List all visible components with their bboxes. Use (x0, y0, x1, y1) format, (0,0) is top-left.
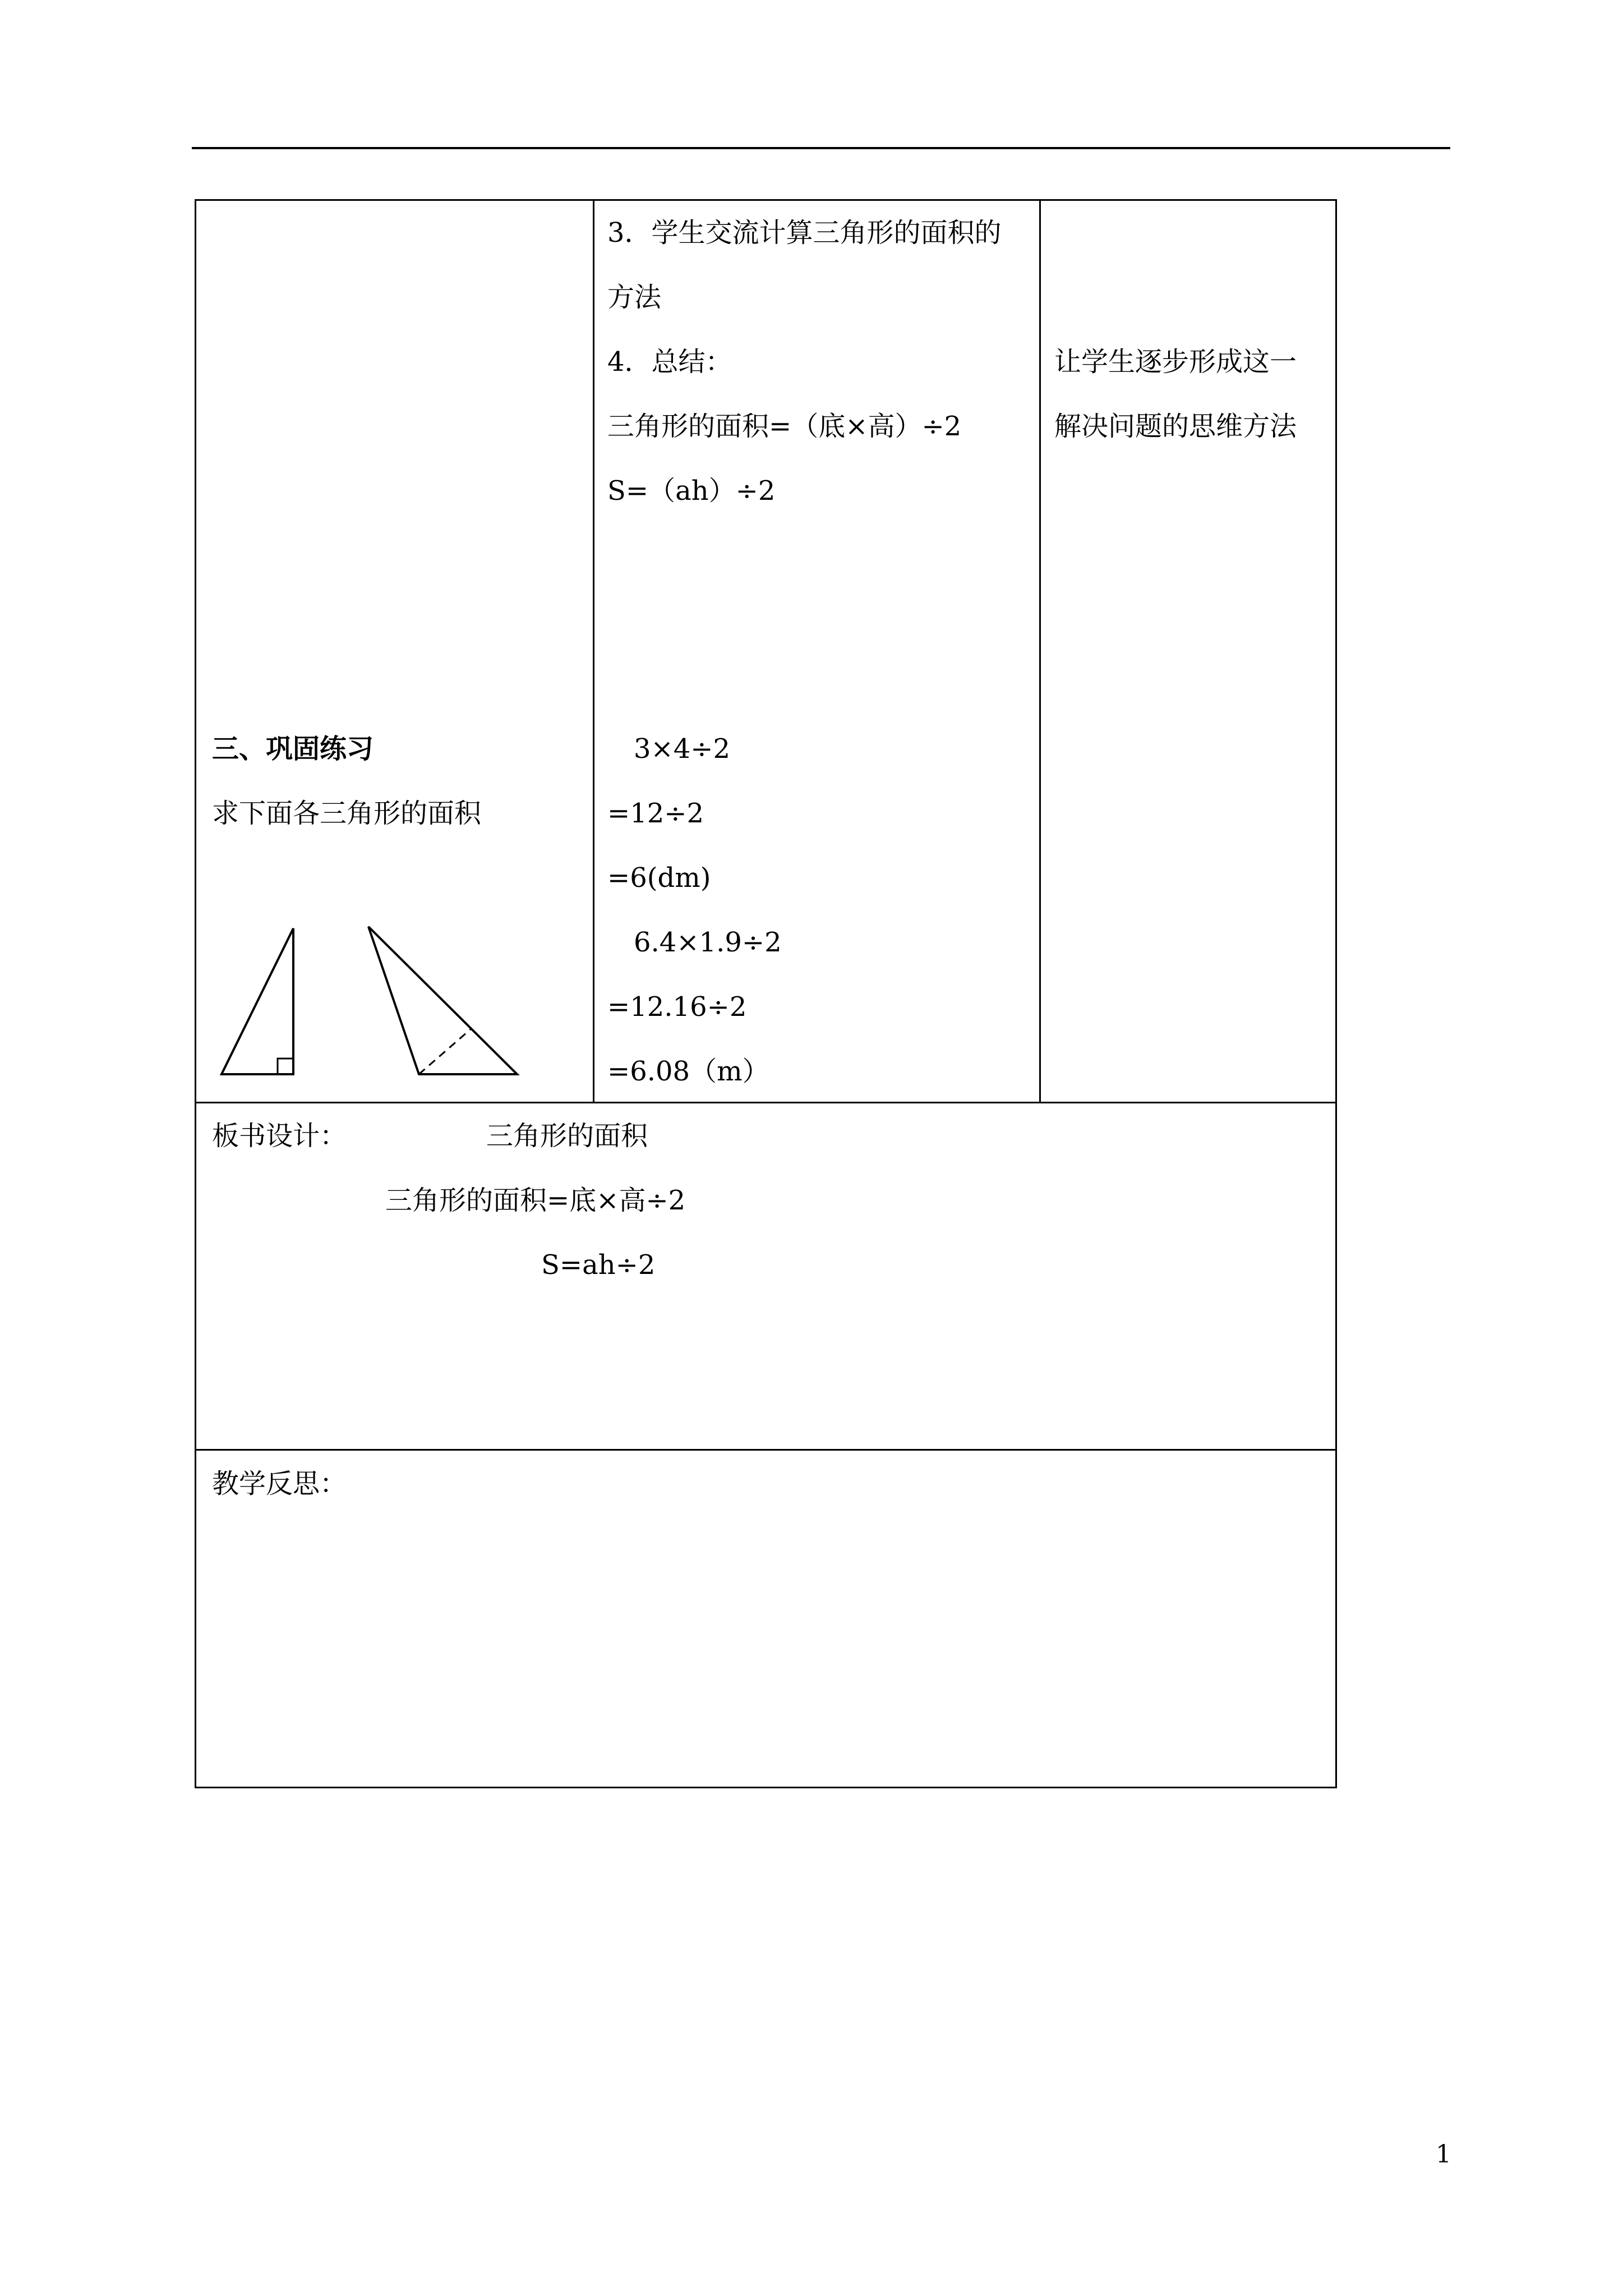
goal-line-1: 让学生逐步形成这一 (1054, 346, 1297, 378)
board-label: 板书设计： (212, 1120, 347, 1152)
page-number: 1 (1436, 2140, 1451, 2169)
height-dashed-line (419, 1029, 471, 1074)
right-triangle (222, 928, 293, 1074)
column-divider-left (593, 199, 594, 1102)
goal-line-2: 解决问题的思维方法 (1054, 411, 1297, 442)
calc-2: =12÷2 (607, 798, 704, 829)
area-formula-text: 三角形的面积=（底×高）÷2 (607, 411, 962, 442)
right-angle-mark (278, 1059, 293, 1074)
method-line-2: 方法 (607, 282, 662, 313)
calc-6: =6.08（m） (607, 1056, 769, 1087)
calc-3: =6(dm) (607, 862, 711, 894)
triangle-figures (213, 920, 527, 1088)
practice-heading: 三、巩固练习 (212, 733, 374, 765)
calc-1: 3×4÷2 (634, 733, 731, 765)
board-formula-text: 三角形的面积=底×高÷2 (385, 1185, 686, 1216)
area-formula-symbol: S=（ah）÷2 (607, 475, 776, 507)
practice-task: 求下面各三角形的面积 (212, 798, 482, 829)
obtuse-triangle (368, 927, 517, 1074)
column-divider-right (1039, 199, 1041, 1102)
row-divider-board (195, 1102, 1337, 1103)
calc-5: =12.16÷2 (607, 991, 747, 1023)
board-formula-symbol: S=ah÷2 (541, 1249, 656, 1281)
header-rule (192, 147, 1450, 149)
reflection-label: 教学反思： (212, 1468, 347, 1499)
method-line-1: 3．学生交流计算三角形的面积的 (607, 217, 1002, 249)
row-divider-reflection (195, 1449, 1337, 1451)
board-title: 三角形的面积 (486, 1120, 648, 1152)
calc-4: 6.4×1.9÷2 (634, 927, 782, 958)
summary-heading: 4．总结： (607, 346, 732, 378)
